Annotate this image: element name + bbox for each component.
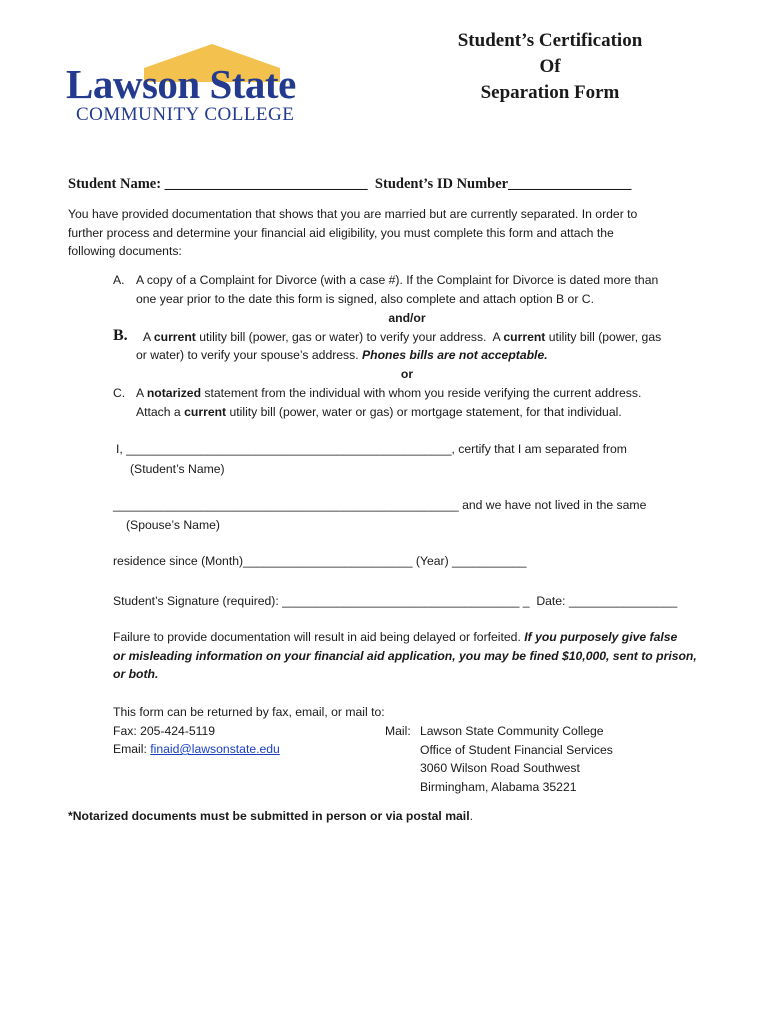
student-name-label: Student Name: [68,176,162,192]
spouse-name-caption: (Spouse’s Name) [126,518,220,532]
warning-emphasis: If you purposely give false [524,630,678,644]
notarized-emphasis: notarized [146,386,202,400]
mail-line-3: 3060 Wilson Road Southwest [420,761,580,775]
option-b-text: utility bill (power, gas or water) to verify your address. A [195,330,504,344]
option-b-marker: B. [113,327,128,344]
email-line [113,740,280,759]
mailing-address [420,722,613,796]
phones-not-acceptable-note: Phones bills are not acceptable. [362,348,548,362]
student-name-field[interactable]: ____________________________ [164,176,368,192]
warning-text: Failure to provide documentation will result in aid being delayed or forfeited. [113,630,525,644]
option-c-text: statement from the individual with whom you reside verifying the current address. [201,386,642,400]
warning-line-2: or misleading information on your financial aid application, you may be fined $10,000, sent to prison, [113,648,697,663]
form-title [400,28,700,106]
option-a-marker: A. [113,273,125,287]
option-b-text: A [143,330,154,344]
student-id-label: Student’s ID Number [374,176,509,192]
andor-separator: and/or [388,311,426,325]
intro-paragraph [68,205,637,261]
title-line-1: Student’s Certification [457,30,643,51]
certify-line-student[interactable]: I, ________________________________________________, certify that I am separated from [116,442,627,456]
college-logo [66,42,316,132]
option-c-text: Attach a [136,405,185,419]
email-link[interactable]: finaid@lawsonstate.edu [150,742,280,756]
certify-line-spouse[interactable]: ___________________________________________________ and we have not lived in the same [113,498,647,512]
current-emphasis: current [153,330,196,344]
student-info-line [68,176,631,193]
option-a-line-2: one year prior to the date this form is signed, also complete and attach option B or C. [136,291,594,306]
warning-paragraph [113,628,713,684]
logo-subtitle: COMMUNITY COLLEGE [76,104,295,125]
current-emphasis: current [184,405,227,419]
intro-line-2: further process and determine your financial aid eligibility, you must complete this form and attach the [68,225,614,240]
option-b-text: or water) to verify your spouse’s address. [136,348,363,362]
logo-name: Lawson State [66,61,296,107]
current-emphasis: current [503,330,546,344]
option-b-text: utility bill (power, gas [545,330,662,344]
email-label: Email: [113,742,151,756]
warning-line-1 [113,628,713,647]
mail-line-1: Lawson State Community College [420,724,604,738]
option-c-line-1 [136,384,641,403]
option-b-line-1 [143,328,661,347]
mail-line-2: Office of Student Financial Services [420,742,613,757]
title-line-3: Separation Form [480,82,620,103]
student-name-caption: (Student’s Name) [130,462,225,476]
title-line-2: Of [539,56,561,77]
option-c-text: utility bill (power, water or gas) or mortgage statement, for that individual. [226,405,622,419]
mail-line-4: Birmingham, Alabama 35221 [420,779,577,794]
option-c-line-2 [136,403,622,422]
option-b-line-2 [136,346,548,365]
fax-number: Fax: 205-424-5119 [113,724,216,738]
return-intro: This form can be returned by fax, email, or mail to: [113,705,385,719]
option-c-text: A [136,386,147,400]
option-a-text [136,271,716,308]
signature-date-line[interactable]: Student’s Signature (required): ___________________________________ _ Date: ________________ [113,594,678,608]
intro-line-3: following documents: [68,244,182,258]
footnote-bold: *Notarized documents must be submitted in person or via postal mail [68,809,470,823]
student-id-field[interactable]: _________________ [508,176,632,192]
warning-line-3: or both. [113,667,159,681]
intro-line-1: You have provided documentation that shows that you are married but are currently separated. In order to [68,207,638,221]
or-separator: or [400,367,414,381]
notarized-footnote [68,807,473,826]
footnote-tail: . [469,809,473,823]
option-a-line-1: A copy of a Complaint for Divorce (with a case #). If the Complaint for Divorce is dated more than [136,273,659,287]
mail-label: Mail: [385,724,411,738]
residence-since-line[interactable]: residence since (Month)_________________________ (Year) ___________ [113,554,527,568]
option-c-marker: C. [113,386,126,400]
